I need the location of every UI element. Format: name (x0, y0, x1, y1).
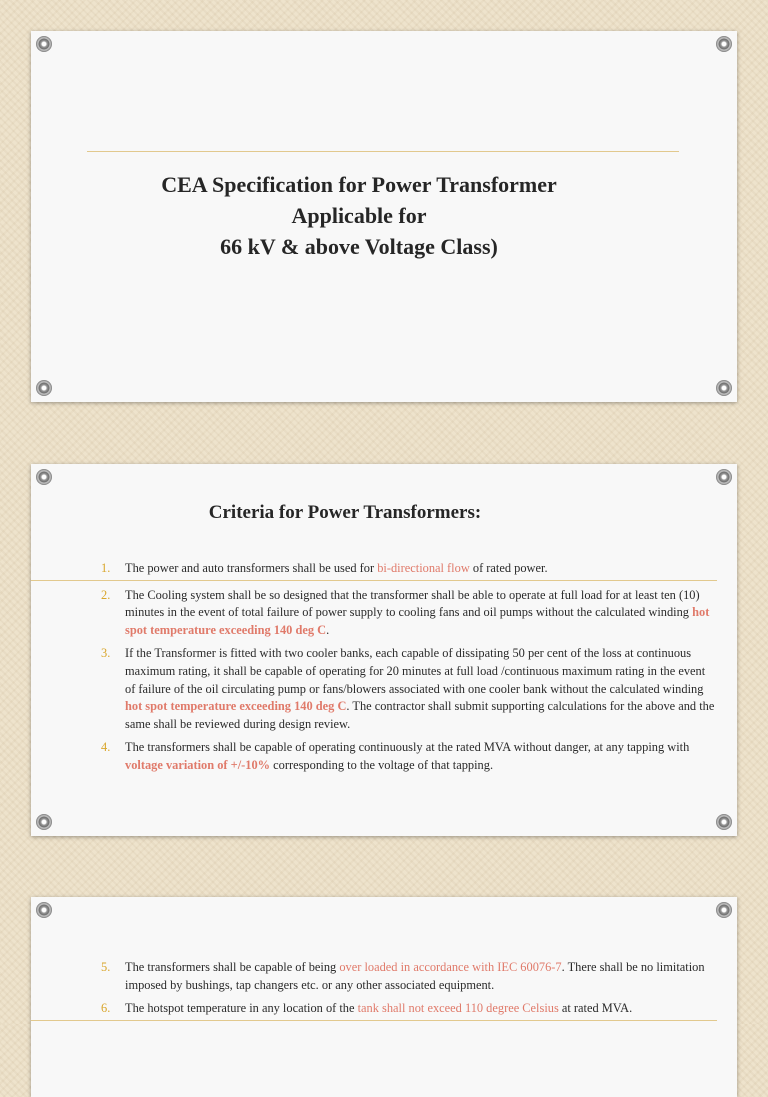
item-text: at rated MVA. (558, 1001, 633, 1016)
item-text: The transformers shall be capable of operating continuously at the rated MVA without danger, at any tapping with (125, 740, 690, 755)
criteria-list (85, 959, 717, 1027)
title-slide (31, 31, 737, 402)
highlight-text: voltage variation of +/-10% (125, 757, 271, 772)
list-item (31, 1000, 717, 1021)
criteria-slide (31, 464, 737, 836)
criteria-slide-continued (31, 897, 737, 1097)
item-text: The transformers shall be capable of being (125, 960, 340, 974)
highlight-text: bi-directional flow (377, 561, 470, 575)
title-line-3: 66 kV & above Voltage Class) (220, 234, 498, 259)
rivet-icon (36, 902, 52, 918)
list-item (85, 739, 717, 774)
title-line-2: Applicable for (291, 203, 427, 228)
item-text: The hotspot temperature in any location of the (125, 1001, 358, 1016)
highlight-text: hot spot temperature exceeding 140 deg C (125, 699, 347, 714)
rivet-icon (716, 814, 732, 830)
highlight-text: hot spot temperature exceeding 140 deg C (125, 605, 710, 637)
rivet-icon (36, 36, 52, 52)
rivet-icon (716, 902, 732, 918)
rivet-icon (36, 469, 52, 485)
criteria-list (85, 560, 717, 781)
list-item (31, 560, 717, 581)
item-number: 5. (101, 960, 111, 974)
item-text: . There shall be no limitation imposed by bushings, tap changers etc. or any other associated equipment. (125, 960, 705, 992)
item-text: If the Transformer is fitted with two cooler banks, each capable of dissipating 50 per cent of the loss at continuous maximum rating, it shall be capable of operating for 20 minutes at full load /continuous maximum rating in the event of failure of the oil circulating pump or fans/blowers associated with one cooler bank without the calculated winding (125, 646, 706, 696)
list-item (85, 587, 717, 640)
rivet-icon (36, 814, 52, 830)
rivet-icon (36, 380, 52, 396)
list-item (85, 959, 717, 994)
item-text: corresponding to the voltage of that tapping. (270, 757, 494, 772)
item-text: . (326, 622, 330, 637)
rivet-icon (716, 469, 732, 485)
rivet-icon (716, 380, 732, 396)
highlight-text: tank shall not exceed 110 degree Celsius (357, 1001, 559, 1016)
title-line-1: CEA Specification for Power Transformer (161, 172, 557, 197)
item-number: 1. (101, 561, 111, 575)
slide-title (71, 169, 647, 262)
item-text: of rated power. (469, 561, 548, 575)
item-number: 4. (101, 740, 111, 755)
rivet-icon (716, 36, 732, 52)
item-text: . The contractor shall submit supporting calculations for the above and the same shall be reviewed during design review. (125, 699, 715, 731)
highlight-text: over loaded in accordance with IEC 60076-7 (339, 960, 562, 974)
slide-heading: Criteria for Power Transformers: (208, 502, 482, 523)
item-text: The power and auto transformers shall be used for (125, 561, 378, 575)
item-number: 6. (101, 1001, 111, 1016)
item-number: 2. (101, 587, 111, 602)
item-text: The Cooling system shall be so designed that the transformer shall be able to operate at full load for at least ten (10) minutes in the event of total failure of power supply to cooling fans and oil pumps without the calculated winding (125, 587, 700, 620)
item-number: 3. (101, 646, 111, 661)
title-divider (87, 151, 679, 152)
list-item (85, 645, 717, 733)
